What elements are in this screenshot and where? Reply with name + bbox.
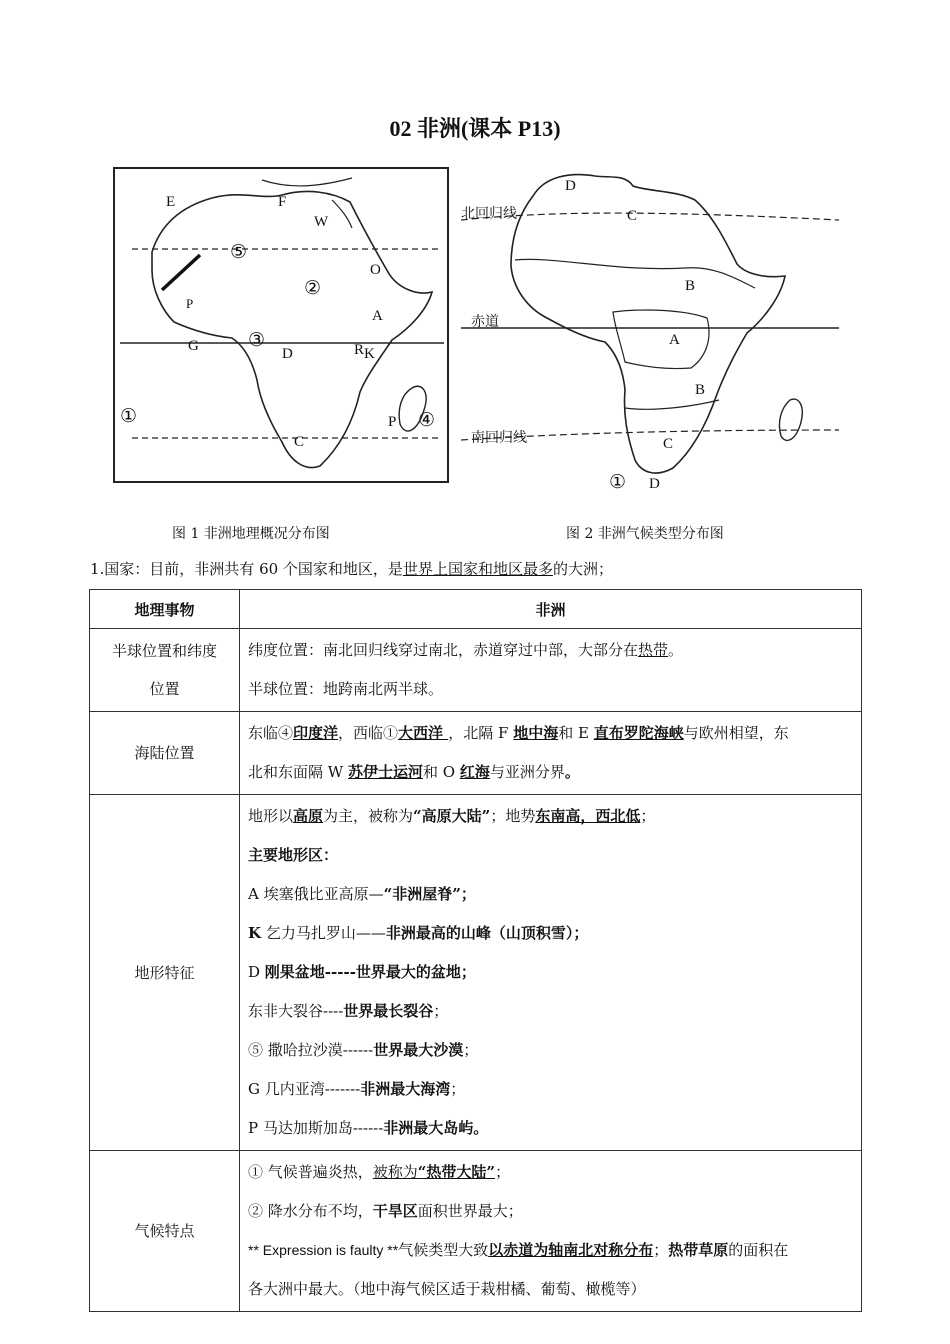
map2-label-equator: 赤道: [471, 315, 499, 330]
text: ；: [640, 807, 656, 825]
map2-label-circle1: ①: [609, 472, 627, 493]
map1-label-A: A: [372, 308, 383, 324]
map1-label-P2: P: [388, 414, 397, 430]
map1-label-five: ⑤: [230, 242, 248, 263]
text: D: [248, 963, 265, 981]
text: 。: [668, 641, 684, 659]
row-content-sea-land: [240, 712, 862, 795]
table-row-terrain: [90, 795, 862, 1151]
text-bold: 非洲最大海湾: [360, 1080, 451, 1098]
text: ；: [495, 1163, 511, 1181]
text: 和 E: [558, 724, 594, 742]
row-content-climate: [240, 1151, 862, 1312]
map1-caption: 图 1 非洲地理概况分布图: [172, 526, 330, 542]
map2-label-D-bottom: D: [649, 476, 660, 492]
text-underlined: 直布罗陀海峡: [593, 724, 684, 742]
map2-label-D-top: D: [565, 178, 576, 194]
header-geo-feature: 地理事物: [90, 590, 240, 629]
text: 与欧州相望，东: [683, 724, 789, 742]
text-underlined: 热带: [638, 641, 669, 659]
text: ，北隔 F: [448, 724, 514, 742]
text-bold: 热带草原: [668, 1241, 729, 1259]
map1-label-O: O: [370, 262, 381, 278]
text-underlined: 东南高，西北低: [535, 807, 641, 825]
text-error-expression: ** Expression is faulty **: [248, 1242, 399, 1258]
map1-label-P1: P: [186, 296, 194, 311]
map1-label-K: K: [364, 346, 375, 362]
text-bold: “高原大陆”: [413, 807, 491, 825]
text: 北和东面隔 W: [248, 763, 348, 781]
text: 和 O: [422, 763, 460, 781]
row-label-sea-land: 海陆位置: [90, 712, 240, 795]
africa-info-table: [89, 589, 862, 1312]
map2-label-A: A: [669, 332, 680, 348]
text: 面积世界最大；: [417, 1202, 523, 1220]
map2-label-B-bottom: B: [695, 382, 706, 398]
label-line2: 位置: [149, 680, 180, 698]
map1-label-C: C: [294, 434, 305, 450]
text: 地形以: [248, 807, 294, 825]
map2-caption: 图 2 非洲气候类型分布图: [566, 526, 724, 542]
header-africa: 非洲: [240, 590, 862, 629]
africa-climate-outline: [511, 175, 785, 473]
text: ① 气候普遍炎热，: [248, 1163, 373, 1181]
row-content-latitude: [240, 629, 862, 712]
text: ，西临①: [338, 724, 399, 742]
table-row-climate: [90, 1151, 862, 1312]
text-bold: 干旱区: [372, 1202, 418, 1220]
map1-label-two: ②: [304, 278, 322, 299]
row-label-climate: 气候特点: [90, 1151, 240, 1312]
text: 东非大裂谷----: [248, 1002, 344, 1020]
text-bold: 非洲最高的山峰（山顶积雪）；: [385, 924, 589, 942]
text: 气候类型大致: [398, 1241, 489, 1259]
text: 。: [564, 763, 580, 781]
map1-label-E: E: [166, 194, 176, 210]
africa-overview-map: [92, 160, 450, 490]
map1-label-W: W: [314, 214, 329, 230]
table-row-sea-land: [90, 712, 862, 795]
text: 的面积在: [728, 1241, 789, 1259]
text: 乞力马扎罗山——: [261, 924, 386, 942]
text: ；: [653, 1241, 669, 1259]
text: ；: [463, 1041, 479, 1059]
map2-label-tropic-north: 北回归线: [461, 207, 517, 222]
text-underlined: 以赤道为轴南北对称分布: [488, 1241, 654, 1259]
text-underlined: 地中海: [513, 724, 559, 742]
table-header-row: [90, 590, 862, 629]
row-label-latitude: [90, 629, 240, 712]
text: 半球位置：地跨南北两半球。: [248, 680, 444, 698]
map2-label-C-top: C: [627, 208, 638, 224]
map1-label-G: G: [188, 338, 199, 354]
map1-label-three: ③: [248, 330, 266, 351]
text-underlined: 高原: [293, 807, 324, 825]
text: ；地势: [490, 807, 536, 825]
text: 各大洲中最大。（地中海气候区适于栽柑橘、葡萄、橄榄等）: [248, 1280, 646, 1298]
text: ⑤ 撒哈拉沙漠------: [248, 1041, 374, 1059]
page-title: 02 非洲(课本 P13): [389, 116, 561, 141]
text-underlined-bold: “热带大陆”: [417, 1163, 496, 1181]
map1-label-D: D: [282, 346, 293, 362]
text: ② 降水分布不均，: [248, 1202, 373, 1220]
table-row-latitude: [90, 629, 862, 712]
map1-label-four: ④: [418, 410, 436, 431]
intro-underlined: 世界上国家和地区最多: [402, 560, 553, 578]
text: ；: [433, 1002, 449, 1020]
text-underlined: 红海: [459, 763, 490, 781]
text-underlined: 苏伊士运河: [347, 763, 423, 781]
text: 为主，被称为: [323, 807, 414, 825]
map2-label-C-bottom: C: [663, 436, 674, 452]
text: 纬度位置：南北回归线穿过南北，赤道穿过中部，大部分在: [248, 641, 639, 659]
text: A 埃塞俄比亚高原—: [248, 885, 384, 903]
map1-label-F: F: [278, 194, 287, 210]
label-line1: 半球位置和纬度: [111, 642, 217, 660]
text-bold: K: [248, 924, 262, 942]
text-bold: “非洲屋脊”；: [383, 885, 476, 903]
text: ；: [450, 1080, 466, 1098]
map2-label-tropic-south: 南回归线: [471, 431, 527, 446]
text-bold: 主要地形区：: [248, 846, 339, 864]
row-content-terrain: [240, 795, 862, 1151]
intro-text: 1.国家：目前，非洲共有 60 个国家和地区，是: [90, 560, 403, 578]
intro-text-end: 的大洲；: [552, 560, 613, 578]
text: 东临④: [248, 724, 294, 742]
map2-label-B-top: B: [685, 278, 696, 294]
text-bold: 刚果盆地-----世界最大的盆地；: [264, 963, 476, 981]
africa-climate-map: [455, 168, 840, 498]
text-bold: 世界最长裂谷: [343, 1002, 434, 1020]
text: 与亚洲分界: [489, 763, 565, 781]
map1-label-one: ①: [120, 406, 138, 427]
text-underlined: 被称为: [372, 1163, 418, 1181]
intro-paragraph: [90, 558, 613, 579]
text-underlined: 大西洋: [398, 724, 449, 742]
text-bold: 世界最大沙漠: [373, 1041, 464, 1059]
text: G 几内亚湾-------: [248, 1080, 361, 1098]
text-underlined: 印度洋: [293, 724, 339, 742]
map1-label-R: R: [354, 342, 365, 358]
text: P 马达加斯加岛------: [248, 1119, 384, 1137]
row-label-terrain: 地形特征: [90, 795, 240, 1151]
text-bold: 非洲最大岛屿。: [383, 1119, 489, 1137]
